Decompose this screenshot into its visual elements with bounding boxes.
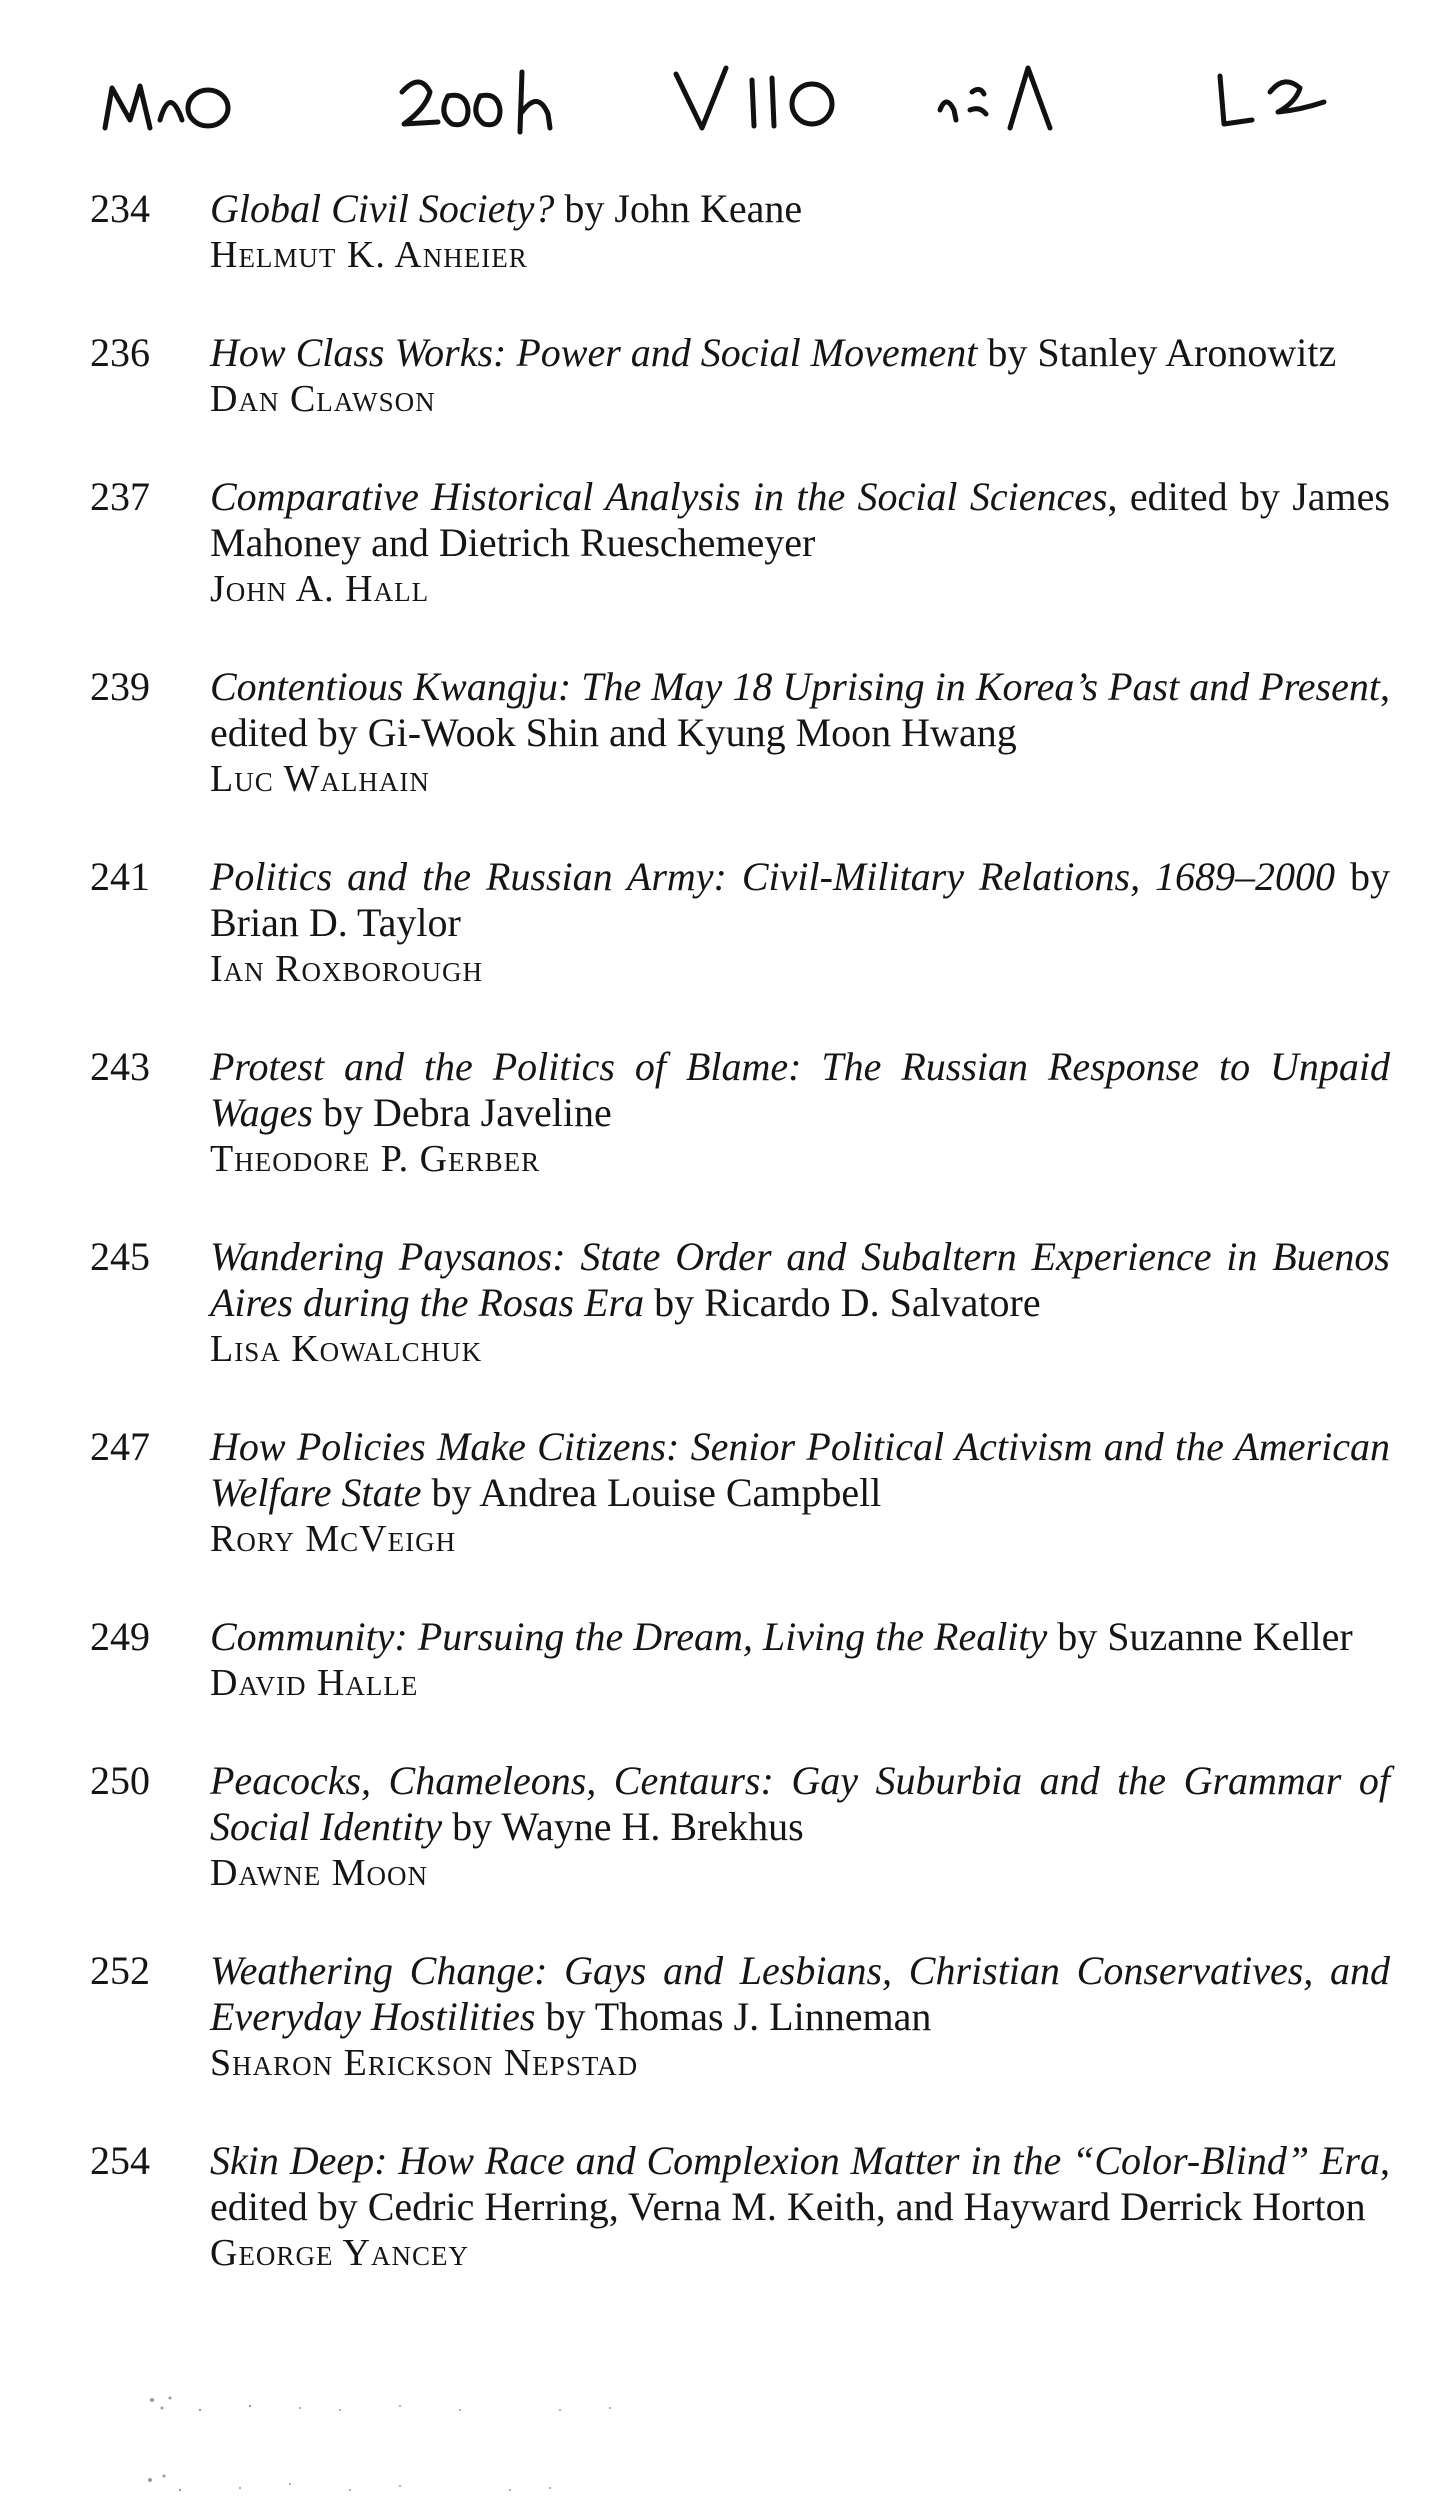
page-number: 243 (90, 1044, 150, 1089)
book-author: by John Keane (554, 186, 803, 231)
reviewer-name: John A. Hall (210, 568, 430, 610)
book-author: by Ricardo D. Salvatore (644, 1280, 1041, 1325)
book-title: Comparative Historical Analysis in the Social Sciences (210, 474, 1108, 519)
review-citation (210, 330, 1390, 422)
reviewer-name: Ian Roxborough (210, 948, 484, 990)
hand-note-5 (142, 0, 160, 17)
hand-note-1 (0, 0, 34, 17)
reviewer-name: Luc Walhain (210, 758, 430, 800)
book-author: , edited by Cedric Herring, Verna M. Keith, and Hayward Derrick Horton (210, 2138, 1390, 2229)
book-title: How Policies Make Citizens: Senior Political Activism and the American Welfare State (210, 1424, 1390, 1515)
review-entry (90, 854, 1410, 992)
review-entry (90, 1614, 1410, 1706)
book-author: by Wayne H. Brekhus (442, 1804, 804, 1849)
book-title: Contentious Kwangju: The May 18 Uprising in Korea’s Past and Present (210, 664, 1380, 709)
review-citation (210, 1758, 1390, 1896)
hand-note-3 (74, 0, 109, 17)
page-number: 245 (90, 1234, 150, 1279)
reviewer-name: Dawne Moon (210, 1852, 429, 1894)
reviewer-name: George Yancey (210, 2232, 469, 2274)
review-citation (210, 2138, 1390, 2276)
reviewer-name: Helmut K. Anheier (210, 234, 528, 276)
book-title: Skin Deep: How Race and Complexion Matter in the “Color-Blind” Era (210, 2138, 1380, 2183)
review-citation (210, 1948, 1390, 2086)
review-citation (210, 1614, 1390, 1706)
review-entry (90, 1948, 1410, 2086)
review-entry (90, 474, 1410, 612)
review-citation (210, 664, 1390, 802)
page-number: 237 (90, 474, 150, 519)
book-author: by Thomas J. Linneman (535, 1994, 932, 2039)
book-author: by Stanley Aronowitz (977, 330, 1337, 375)
reviewer-name: David Halle (210, 1662, 419, 1704)
page-number: 239 (90, 664, 150, 709)
book-author: , edited by James Mahoney and Dietrich Rueschemeyer (210, 474, 1390, 565)
page-number: 234 (90, 186, 150, 231)
review-citation (210, 1234, 1390, 1372)
book-title: How Class Works: Power and Social Movement (210, 330, 978, 375)
review-citation (210, 1044, 1390, 1182)
review-entry (90, 664, 1410, 802)
reviewer-name: Dan Clawson (210, 378, 436, 420)
page-number: 247 (90, 1424, 150, 1469)
book-author: by Andrea Louise Campbell (421, 1470, 882, 1515)
book-title: Wandering Paysanos: State Order and Subaltern Experience in Buenos Aires during the Rosas Era (210, 1234, 1390, 1325)
review-citation (210, 186, 1390, 278)
book-author: by Debra Javeline (312, 1090, 612, 1135)
scan-speckle-noise (140, 2380, 940, 2510)
hand-note-2 (38, 0, 70, 17)
reviewer-name: Lisa Kowalchuk (210, 1328, 483, 1370)
page-number: 250 (90, 1758, 150, 1803)
book-author: , edited by Gi-Wook Shin and Kyung Moon Hwang (210, 664, 1390, 755)
page-number: 252 (90, 1948, 150, 1993)
book-title: Protest and the Politics of Blame: The Russian Response to Unpaid Wages (210, 1044, 1390, 1135)
book-title: Global Civil Society? (210, 186, 555, 231)
handwritten-annotation (0, 0, 1455, 180)
review-entry (90, 1044, 1410, 1182)
page-number: 254 (90, 2138, 150, 2183)
reviewer-name: Sharon Erickson Nepstad (210, 2042, 639, 2084)
review-entry (90, 1758, 1410, 1896)
review-entry (90, 1424, 1410, 1562)
review-entry (90, 186, 1410, 278)
book-title: Weathering Change: Gays and Lesbians, Christian Conservatives, and Everyday Hostilities (210, 1948, 1390, 2039)
review-citation (210, 474, 1390, 612)
review-entry (90, 2138, 1410, 2276)
hand-note-4 (113, 0, 138, 17)
page-number: 241 (90, 854, 150, 899)
reviewer-name: Rory McVeigh (210, 1518, 457, 1560)
review-citation (210, 854, 1390, 992)
book-title: Community: Pursuing the Dream, Living the Reality (210, 1614, 1048, 1659)
review-entry (90, 1234, 1410, 1372)
book-review-list (90, 186, 1410, 2328)
page-number: 236 (90, 330, 150, 375)
page-number: 249 (90, 1614, 150, 1659)
reviewer-name: Theodore P. Gerber (210, 1138, 541, 1180)
book-title: Peacocks, Chameleons, Centaurs: Gay Suburbia and the Grammar of Social Identity (210, 1758, 1390, 1849)
book-author: by Suzanne Keller (1047, 1614, 1353, 1659)
review-entry (90, 330, 1410, 422)
book-title: Politics and the Russian Army: Civil-Military Relations, 1689–2000 (210, 854, 1336, 899)
book-author: by Brian D. Taylor (210, 854, 1390, 945)
review-citation (210, 1424, 1390, 1562)
